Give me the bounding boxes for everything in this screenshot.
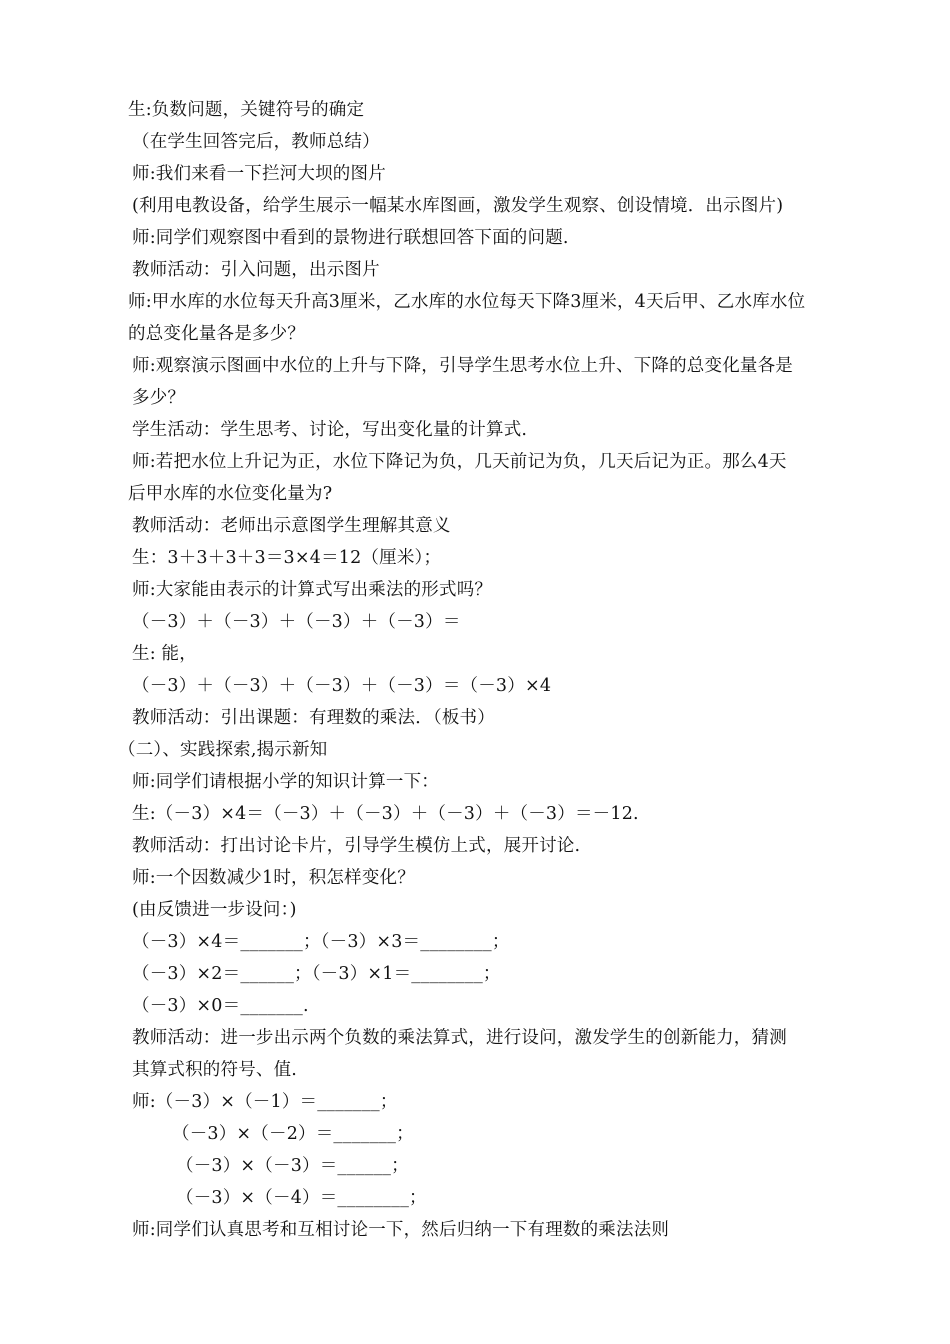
text-line: 生：3＋3＋3＋3＝3×4＝12（厘米）； (132, 548, 442, 568)
text-line: （－3）＋（－3）＋（－3）＋（－3）＝（－3）×4 (132, 676, 552, 696)
text-line: 师:同学们观察图中看到的景物进行联想回答下面的问题. (132, 228, 569, 248)
text-line: 学生活动：学生思考、讨论，写出变化量的计算式. (132, 420, 528, 440)
text-line: 师:观察演示图画中水位的上升与下降，引导学生思考水位上升、下降的总变化量各是 (132, 356, 793, 376)
text-line: 师:（－3）×（－1）＝_______； (132, 1092, 398, 1112)
text-line: （－3）×4＝_______；（－3）×3＝________； (132, 932, 510, 952)
text-line: 生:负数问题，关键符号的确定 (128, 100, 365, 120)
text-line: 师:我们来看一下拦河大坝的图片 (132, 164, 386, 184)
text-line: 师:同学们请根据小学的知识计算一下： (132, 772, 439, 792)
text-line: （－3）×（－3）＝______； (176, 1156, 409, 1176)
text-line: (利用电教设备，给学生展示一幅某水库图画，激发学生观察、创设情境．出示图片) (132, 196, 784, 216)
text-line: 师:若把水位上升记为正，水位下降记为负，几天前记为负，几天后记为正。那么4天 (132, 452, 787, 472)
text-line: （－3）×0＝_______. (132, 996, 309, 1016)
text-line: （在学生回答完后，教师总结） (132, 132, 380, 152)
text-line: 生: 能， (132, 644, 197, 664)
text-line: 教师活动：进一步出示两个负数的乘法算式，进行设问，激发学生的创新能力，猜测 (132, 1028, 787, 1048)
text-line: 教师活动：引出课题：有理数的乘法．（板书） (132, 708, 495, 728)
text-line: 师:同学们认真思考和互相讨论一下，然后归纳一下有理数的乘法法则 (132, 1220, 670, 1240)
text-line: （－3）×（－2）＝_______； (172, 1124, 414, 1144)
text-line: 教师活动：老师出示意图学生理解其意义 (132, 516, 451, 536)
text-line: 后甲水库的水位变化量为? (128, 484, 333, 504)
text-line: 师:一个因数减少1时，积怎样变化？ (132, 868, 415, 888)
text-line: （－3）×2＝______；（－3）×1＝________； (132, 964, 501, 984)
text-line: (由反馈进一步设问：) (132, 900, 297, 920)
text-line: 教师活动：引入问题，出示图片 (132, 260, 380, 280)
section-heading: （二）、实践探索,揭示新知 (118, 740, 328, 760)
text-line: 师:大家能由表示的计算式写出乘法的形式吗？ (132, 580, 493, 600)
text-line: 师:甲水库的水位每天升高3厘米，乙水库的水位每天下降3厘米，4天后甲、乙水库水位 (128, 292, 806, 312)
text-line: 生:（－3）×4＝（－3）＋（－3）＋（－3）＋（－3）＝－12. (132, 804, 639, 824)
text-line: 多少？ (132, 388, 186, 408)
text-line: 的总变化量各是多少？ (128, 324, 305, 344)
text-line: 其算式积的符号、值. (132, 1060, 298, 1080)
text-line: （－3）＋（－3）＋（－3）＋（－3）＝ (132, 612, 461, 632)
text-line: 教师活动：打出讨论卡片，引导学生模仿上式，展开讨论. (132, 836, 581, 856)
text-line: （－3）×（－4）＝________； (176, 1188, 427, 1208)
